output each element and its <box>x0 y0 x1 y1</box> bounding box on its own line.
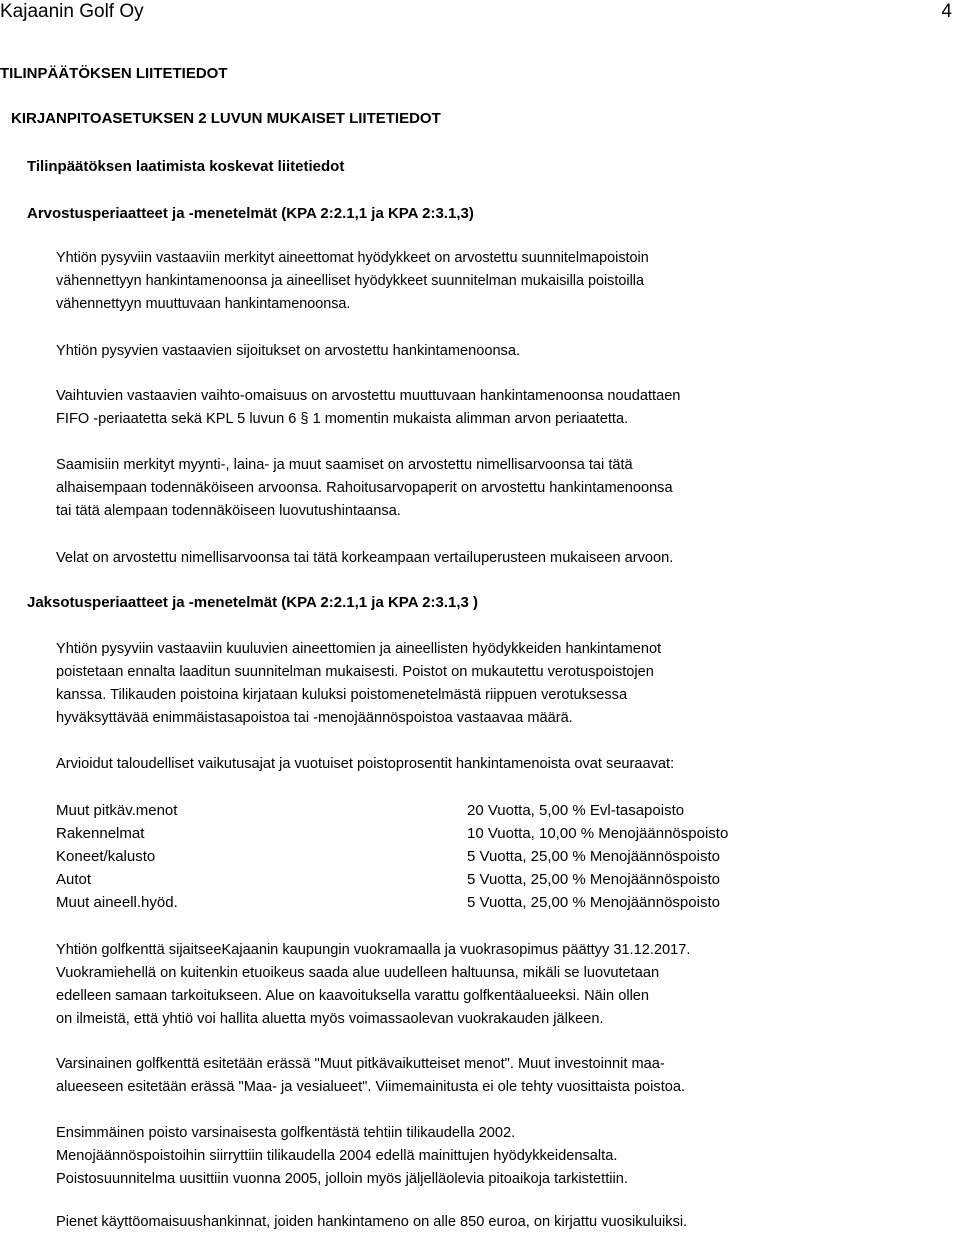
depreciation-rate: 5 Vuotta, 25,00 % Menojäännöspoisto <box>467 848 720 865</box>
text-line: Yhtiön pysyvien vastaavien sijoitukset on arvostettu hankintamenoonsa. <box>56 343 521 359</box>
paragraph-golf-course-presentation <box>56 1053 916 1099</box>
text-line: alueeseen esitetään erässä "Maa- ja vesialueet". Viimemainitusta ei ole tehty vuosittaista poistoa. <box>56 1079 686 1095</box>
paragraph-liabilities <box>56 547 916 570</box>
depreciation-rate: 5 Vuotta, 25,00 % Menojäännöspoisto <box>467 894 720 911</box>
text-line: vähennettyyn muuttuvaan hankintamenoonsa. <box>56 296 351 312</box>
page-header <box>0 0 960 26</box>
depreciation-rate: 5 Vuotta, 25,00 % Menojäännöspoisto <box>467 871 720 888</box>
depreciation-row <box>56 822 916 845</box>
paragraph-small-acquisitions <box>56 1211 916 1234</box>
text-line: Vuokramiehellä on kuitenkin etuoikeus saada alue uudelleen haltuunsa, mikäli se luovutetaan <box>56 965 660 981</box>
text-line: Vaihtuvien vastaavien vaihto-omaisuus on arvostettu muuttuvaan hankintamenoonsa noudattaen <box>56 388 681 404</box>
text-line: Ensimmäinen poisto varsinaisesta golfkentästä tehtiin tilikaudella 2002. <box>56 1125 516 1141</box>
asset-name: Muut aineell.hyöd. <box>56 894 178 911</box>
text-line: on ilmeistä, että yhtiö voi hallita aluetta myös voimassaolevan vuokrakauden jälkeen. <box>56 1011 604 1027</box>
text-line: Yhtiön pysyviin vastaaviin merkityt aineettomat hyödykkeet on arvostettu suunnitelmapoistoin <box>56 250 649 266</box>
paragraph-useful-lives-intro <box>56 753 916 776</box>
text-line: Pienet käyttöomaisuushankinnat, joiden hankintameno on alle 850 euroa, on kirjattu vuosikuluiksi. <box>56 1214 688 1230</box>
text-line: hyväksyttävää enimmäistasapoistoa tai -menojäännöspoistoa vastaavaa määrä. <box>56 710 573 726</box>
depreciation-row <box>56 799 916 822</box>
text-line: poistetaan ennalta laaditun suunnitelman mukaisesti. Poistot on mukautettu verotuspoistojen <box>56 664 654 680</box>
text-line: Saamisiin merkityt myynti-, laina- ja muut saamiset on arvostettu nimellisarvoonsa tai tätä <box>56 457 633 473</box>
depreciation-rate: 20 Vuotta, 5,00 % Evl-tasapoisto <box>467 802 685 819</box>
text-line: kanssa. Tilikauden poistoina kirjataan kuluksi poistomenetelmästä riippuen verotuksessa <box>56 687 628 703</box>
text-line: Poistosuunnitelma uusittiin vuonna 2005, jolloin myös jäljelläolevia pitoaikoja tarkistettiin. <box>56 1171 628 1187</box>
paragraph-investments <box>56 340 916 363</box>
text-line: FIFO -periaatetta sekä KPL 5 luvun 6 § 1 momentin mukaista alimman arvon periaatetta. <box>56 411 629 427</box>
heading-valuation-principles: Arvostusperiaatteet ja -menetelmät (KPA 2:2.1,1 ja KPA 2:3.1,3) <box>27 205 474 222</box>
text-line: Yhtiön golfkenttä sijaitseeKajaanin kaupungin vuokramaalla ja vuokrasopimus päättyy 31.12.2017. <box>56 942 691 958</box>
asset-name: Koneet/kalusto <box>56 848 156 865</box>
heading-notes: TILINPÄÄTÖKSEN LIITETIEDOT <box>0 65 228 82</box>
depreciation-rate: 10 Vuotta, 10,00 % Menojäännöspoisto <box>467 825 729 842</box>
depreciation-row <box>56 868 916 891</box>
asset-name: Muut pitkäv.menot <box>56 802 178 819</box>
text-line: Varsinainen golfkenttä esitetään erässä "Muut pitkävaikutteiset menot". Muut investoinnit maa- <box>56 1056 665 1072</box>
text-line: Velat on arvostettu nimellisarvoonsa tai tätä korkeampaan vertailuperusteen mukaiseen arvoon. <box>56 550 674 566</box>
paragraph-depreciation-method <box>56 638 916 730</box>
asset-name: Autot <box>56 871 92 888</box>
heading-preparation-notes: Tilinpäätöksen laatimista koskevat liitetiedot <box>27 158 345 175</box>
text-line: Arvioidut taloudelliset vaikutusajat ja vuotuiset poistoprosentit hankintamenoista ovat seuraavat: <box>56 756 675 772</box>
depreciation-row <box>56 845 916 868</box>
paragraph-receivables <box>56 454 916 523</box>
text-line: Yhtiön pysyviin vastaaviin kuuluvien aineettomien ja aineellisten hyödykkeiden hankintamenot <box>56 641 662 657</box>
page-number: 4 <box>941 1 952 22</box>
text-line: tai tätä alempaan todennäköiseen luovutushintaansa. <box>56 503 401 519</box>
paragraph-intangible-valuation <box>56 247 916 316</box>
heading-accrual-principles: Jaksotusperiaatteet ja -menetelmät (KPA 2:2.1,1 ja KPA 2:3.1,3 ) <box>27 594 479 611</box>
paragraph-depreciation-history <box>56 1122 916 1191</box>
text-line: edelleen samaan tarkoitukseen. Alue on kaavoituksella varattu golfkentäalueeksi. Näin ollen <box>56 988 650 1004</box>
paragraph-inventory <box>56 385 916 431</box>
depreciation-row <box>56 891 916 914</box>
asset-name: Rakennelmat <box>56 825 145 842</box>
text-line: vähennettyyn hankintamenoonsa ja aineelliset hyödykkeet suunnitelman mukaisilla poistoilla <box>56 273 644 289</box>
depreciation-table <box>56 799 916 914</box>
heading-accounting-decree: KIRJANPITOASETUKSEN 2 LUVUN MUKAISET LIITETIEDOT <box>11 110 441 127</box>
text-line: alhaisempaan todennäköiseen arvoonsa. Rahoitusarvopaperit on arvostettu hankintamenoonsa <box>56 480 673 496</box>
text-line: Menojäännöspoistoihin siirryttiin tilikaudella 2004 edellä mainittujen hyödykkeidensalta. <box>56 1148 618 1164</box>
paragraph-golf-course-lease <box>56 939 916 1031</box>
company-name: Kajaanin Golf Oy <box>0 1 144 22</box>
